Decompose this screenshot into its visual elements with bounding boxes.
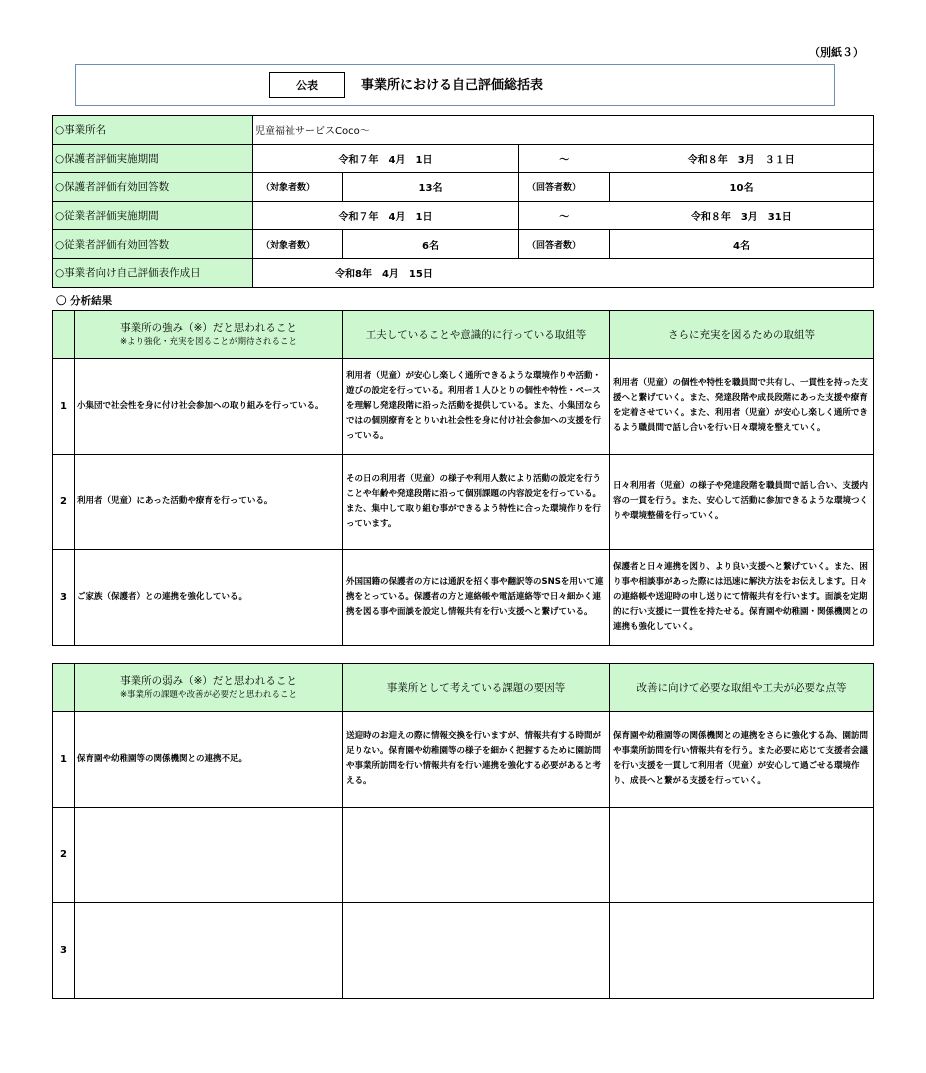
weaknesses-header-num	[53, 664, 75, 712]
strengths-col1-title: 事業所の強み（※）だと思われること	[120, 321, 297, 334]
guardian-period-end: 令和８年 3月 ３１日	[610, 144, 874, 173]
guardian-target-label: （対象者数）	[253, 173, 343, 202]
created-date: 令和8年 4月 15日	[253, 258, 874, 287]
weaknesses-col1-title: 事業所の弱み（※）だと思われること	[120, 674, 297, 687]
strengths-col1-note: ※より強化・充実を図ることが期待されること	[119, 336, 298, 347]
staff-answers-label: ○従業者評価有効回答数	[53, 230, 253, 259]
weaknesses-col1-note: ※事業所の課題や改善が必要だと思われること	[119, 689, 298, 700]
office-name-label: ○事業所名	[53, 116, 253, 145]
weaknesses-header-col1	[75, 664, 343, 712]
row-number: 1	[53, 359, 75, 455]
weakness-item: 保育園や幼稚園等の関係機関との連携不足。	[75, 712, 343, 808]
info-table	[52, 115, 874, 288]
weakness-cause	[343, 903, 610, 999]
strengths-header-col1	[75, 311, 343, 359]
row-number: 3	[53, 903, 75, 999]
guardian-respondent-label: （回答者数）	[519, 173, 610, 202]
attachment-label: （別紙３）	[809, 46, 864, 59]
weakness-improve	[610, 807, 874, 903]
staff-period-start: 令和７年 4月 1日	[253, 201, 519, 230]
strength-effort: その日の利用者（児童）の様子や利用人数により活動の設定を行うことや年齢や発達段階に沿って個別課題の内容設定を行っている。また、集中して取り組む事ができるよう特性に合った環境作りを行っています。	[343, 454, 610, 550]
strength-improve: 保護者と日々連携を図り、より良い支援へと繋げていく。また、困り事や相談事があった際には迅速に解決方法をお伝えします。日々の連絡帳や送迎時の申し送りにて情報共有を行います。面談を定期的に行い支援に一貫性を持たせる。保育園や幼稚園・関係機関との連携も強化していく。	[610, 550, 874, 646]
strengths-row	[53, 454, 874, 550]
row-number: 3	[53, 550, 75, 646]
weaknesses-row	[53, 903, 874, 999]
strengths-col3-title: さらに充実を図るための取組等	[610, 311, 874, 359]
title-box	[75, 64, 835, 106]
info-row-staff-answers	[53, 230, 874, 259]
weakness-cause	[343, 807, 610, 903]
strengths-col2-title: 工夫していることや意識的に行っている取組等	[343, 311, 610, 359]
info-row-office	[53, 116, 874, 145]
strength-improve: 日々利用者（児童）の様子や発達段階を職員間で話し合い、支援内容の一貫を行う。また、安心して活動に参加できるような環境つくりや環境整備を行っていく。	[610, 454, 874, 550]
info-row-created	[53, 258, 874, 287]
strengths-table	[52, 310, 874, 646]
info-row-guardian-period	[53, 144, 874, 173]
strength-improve: 利用者（児童）の個性や特性を職員間で共有し、一貫性を持った支援へと繋げていく。また、発達段階や成長段階にあった支援や療育を定着させていく。また、利用者（児童）が安心し楽しく通所できるよう職員間で話し合いを行い日々環境を整えていく。	[610, 359, 874, 455]
staff-period-label: ○従業者評価実施期間	[53, 201, 253, 230]
weakness-improve: 保育園や幼稚園等の関係機関との連携をさらに強化する為、園訪問や事業所訪問を行い情報共有を行う。また必要に応じて支援者会議を行い支援を一貫して利用者（児童）が安心して過ごせる環境作り、成長へと繋がる支援を行っていく。	[610, 712, 874, 808]
strengths-header	[53, 311, 874, 359]
weaknesses-header	[53, 664, 874, 712]
weaknesses-col2-title: 事業所として考えている課題の要因等	[343, 664, 610, 712]
weaknesses-col3-title: 改善に向けて必要な取組や工夫が必要な点等	[610, 664, 874, 712]
strength-item: ご家族（保護者）との連携を強化している。	[75, 550, 343, 646]
guardian-answers-label: ○保護者評価有効回答数	[53, 173, 253, 202]
strengths-row	[53, 550, 874, 646]
guardian-period-start: 令和７年 4月 1日	[253, 144, 519, 173]
guardian-period-sep: ～	[519, 144, 610, 173]
staff-target-value: 6名	[343, 230, 519, 259]
office-name-value: 児童福祉サービスCoco～	[253, 116, 874, 145]
strength-item: 小集団で社会性を身に付け社会参加への取り組みを行っている。	[75, 359, 343, 455]
weakness-item	[75, 807, 343, 903]
guardian-period-label: ○保護者評価実施期間	[53, 144, 253, 173]
public-badge: 公表	[269, 72, 345, 98]
strength-effort: 利用者（児童）が安心し楽しく通所できるような環境作りや活動・遊びの設定を行っている。利用者１人ひとりの個性や特性・ペースを理解し発達段階に沿った活動を提供している。また、小集団ならではの個別療育をとりいれ社会性を身に付け社会参加への支援を行っている。	[343, 359, 610, 455]
weakness-cause: 送迎時のお迎えの際に情報交換を行いますが、情報共有する時間が足りない。保育園や幼稚園等の様子を細かく把握するために園訪問や事業所訪問を行い情報共有を行い連携を強化する必要があると考える。	[343, 712, 610, 808]
strength-effort: 外国国籍の保護者の方には通訳を招く事や翻訳等のSNSを用いて連携をとっている。保護者の方と連絡帳や電話連絡等で日々細かく連携を図る事や面談を設定し情報共有を行い支援へと繋げている。	[343, 550, 610, 646]
row-number: 1	[53, 712, 75, 808]
staff-period-end: 令和８年 3月 31日	[610, 201, 874, 230]
weakness-improve	[610, 903, 874, 999]
page-title: 事業所における自己評価総括表	[361, 78, 544, 93]
strength-item: 利用者（児童）にあった活動や療育を行っている。	[75, 454, 343, 550]
weaknesses-row	[53, 807, 874, 903]
staff-target-label: （対象者数）	[253, 230, 343, 259]
guardian-target-value: 13名	[343, 173, 519, 202]
row-number: 2	[53, 454, 75, 550]
strengths-row	[53, 359, 874, 455]
row-number: 2	[53, 807, 75, 903]
created-label: ○事業者向け自己評価表作成日	[53, 258, 253, 287]
staff-period-sep: ～	[519, 201, 610, 230]
weaknesses-table	[52, 663, 874, 999]
weaknesses-row	[53, 712, 874, 808]
info-row-guardian-answers	[53, 173, 874, 202]
staff-respondent-label: （回答者数）	[519, 230, 610, 259]
guardian-respondent-value: 10名	[610, 173, 874, 202]
staff-respondent-value: 4名	[610, 230, 874, 259]
weakness-item	[75, 903, 343, 999]
strengths-header-num	[53, 311, 75, 359]
analysis-title: 〇 分析結果	[56, 295, 113, 307]
info-row-staff-period	[53, 201, 874, 230]
